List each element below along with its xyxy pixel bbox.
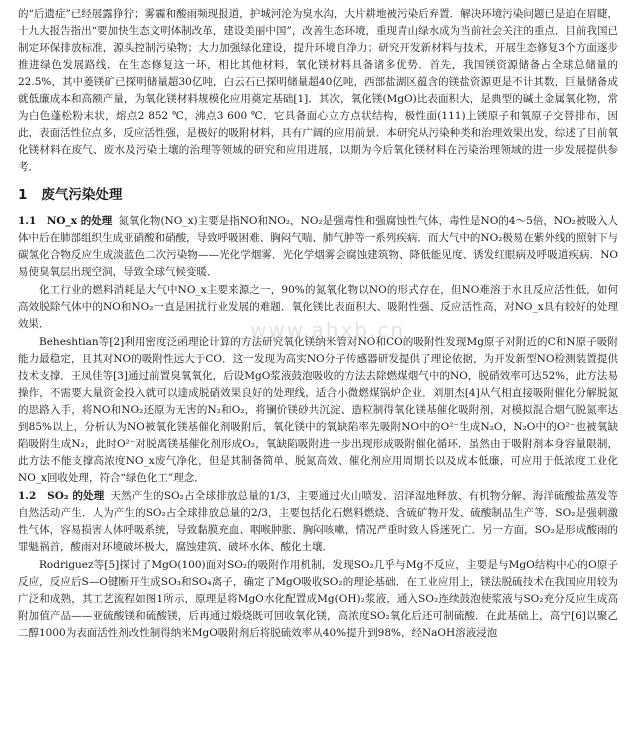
nox-paragraph-3: Beheshtian等[2]利用密度泛函理论计算的方法研究氧化镁纳米管对NO和CO的吸附性发现Mg原子对附近的C和N原子吸附能力最稳定，且其对NO的吸附性远大于CO．这一发现为高实NO分子传感器研发提供了理论依据，为开发新型NO检测装置提供技术支撑．王凤佳等[3]通过前置臭氧氧化，后设MgO浆液鼓泡吸收的方法去除燃煤烟气中的NO，脱硝效率可达52%，此方法易操作，不需要大量资金投入就可以達成脱硝效果良好的处理线，适合小微燃煤锅炉企业．刘朋杰[4]从气相直接吸附催化分解脱氮的思路入手，将NO和NO₂还原为无害的N₂和O₂，将镧价镁砂共沉淀、造粒制得氧化镁基催化吸附剂，对模拟混合烟气脱氮率达到85%以上，分析认为NO被氧化镁基催化剂吸附后，氧化镁中的氧缺陷率先吸附NO中的O²⁻生成N₂O，N₂O中的O²⁻也被氧缺陷吸附生成N₂，此时O²⁻对脱离镁基催化剂形成O₂，氧缺陷吸附进一步出现形成吸附催化循环．虽然由于吸附剂本身容量限制，此方法不能支撑高浓度NO_x废气净化，但是其制备简单、脱氮高效、催化剂应用周期长以及成本低廉，可应用于低浓度工业化NO_x回收处理，符合“绿色化工”理念． (18, 336, 618, 484)
document-page (18, 6, 618, 643)
nox-paragraph-2: 化工行业的燃料消耗是大气中NO_x主要来源之一，90%的氮氧化物以NO的形式存在，但NO难溶于水且反应活性低，如何高效脱除气体中的NO和NO₂一直是困扰行业发展的难题．氧化镁比表面积大、吸附性强、反应活性高，对NO_x具有较好的处理效果． (18, 284, 618, 330)
so2-paragraph-1-text: 天然产生的SO₂占全球排放总量的1/3，主要通过火山喷发、沼泽湿地释放、有机物分解、海洋硫酸盐蒸发等自然活动产生．人为产生的SO₂占全球排放总量的2/3，主要包括化石燃料燃烧、含硫矿物开发、硫酸制品生产等．SO₂是强刺激性气体，容易损害人体呼吸系统，导致黏膜充血、咽喉肿胀、胸闷咳嗽，情况严重时致人昏迷死亡．另一方面，SO₂是形成酸雨的罪魁祸首，酸雨对环境破坏极大，腐蚀建筑、破坏水体、酸化土壤． (18, 490, 618, 553)
nox-paragraph-1-text: 氮氧化物(NO_x)主要是指NO和NO₂，NO₂是强毒性和强腐蚀性气体，毒性是NO的4～5倍，NO₂被吸入人体中后在肺部组织生成亚硝酸和硝酸，导致呼吸困难、胸闷气喘、肺气肿等一系列疾病．而大气中的NO₂极易在紫外线的照射下与碳氢化合物反应生成淡蓝色二次污染物——光化学烟雾．光化学烟雾会腐蚀建筑物、降低能见度、诱发红眼病及呼吸道疾病．NO易使臭氧层出现空洞，导致全球气候变暖． (18, 215, 618, 278)
subsection-heading-nox: 1.1 NO_x 的处理 (18, 215, 113, 227)
so2-paragraph-2: Rodriguez等[5]探讨了MgO(100)面对SO₂的吸附作用机制，发现SO₂几乎与Mg不反应，主要是与MgO结构中心的O原子反应，反应后S—O键断开生成SO₃和SO₄离子，确定了MgO吸收SO₂的理论基础．在工业应用上，镁法脱硫技术在我国应用较为广泛和成熟，其工艺流程如图1所示，原理是将MgO水化配置成Mg(OH)₂浆液，通入SO₂连续鼓泡使浆液与SO₂充分反应生成高附加值产品——亚硫酸镁和硫酸镁，后再通过煅烧既可回收氧化镁，高浓度SO₂氧化后还可制硫酸．在此基础上，高宁[6]以聚乙二醇1000为表面活性剂改性制得纳米MgO吸附剂后将脱硫效率从40%提升到98%，经NaOH溶液浸泡 (18, 559, 618, 639)
nox-paragraph-1 (18, 213, 618, 281)
section-number: 1 (18, 187, 28, 203)
watermark: www.ahxb.cn (250, 318, 406, 342)
intro-paragraph: 的“后遗症”已经展露狰狞；雾霾和酸雨频现报道，护城河沦为臭水沟，大片耕地被污染后弃置．解决环境污染问题已是迫在眉睫，十九大报告指出“要加快生态文明体制改革，建设美丽中国”，改善生态环境，重现青山绿水成为当前社会关注的重点．目前我国已制定环保排放标准，源头控制污染物；大力加强绿化建设，提升环境自净力；研究开发新材料与技术，开展生态修复3个方面逐步推进绿色发展路线．在生态修复这一环，相比其他材料，氧化镁材料具备诸多优势．首先，我国镁资源储备占全球总储量的22.5%，其中菱镁矿已探明储量超30亿吨，白云石已探明储量超40亿吨，西部盐湖区蕴含的镁盐资源更是不计其数，巨量储备成就低廉成本和高额产量，为氧化镁材料规模化应用奠定基础[1]．其次，氧化镁(MgO)比表面积大，是典型的碱土金属氧化物，常为白色蓬松粉末状，熔点2 852 ℃，沸点3 600 ℃．它具备面心立方点状结构，极性面(111)上镁原子和氧原子交替排布，因此，表面活性位点多，反应活性强，是极好的吸附材料，具有广阔的应用前景．本研究从污染种类和治理效果出发，综述了目前氧化镁材料在废气、废水及污染土壤的治理等领域的研究和应用进展，以期为今后氧化镁材料在污染治理领域的进一步发展提供参考． (18, 8, 618, 173)
section-heading (18, 185, 618, 205)
so2-paragraph-1 (18, 488, 618, 556)
section-title: 废气污染处理 (41, 187, 123, 203)
subsection-heading-so2: 1.2 SO₂ 的处理 (18, 490, 105, 502)
